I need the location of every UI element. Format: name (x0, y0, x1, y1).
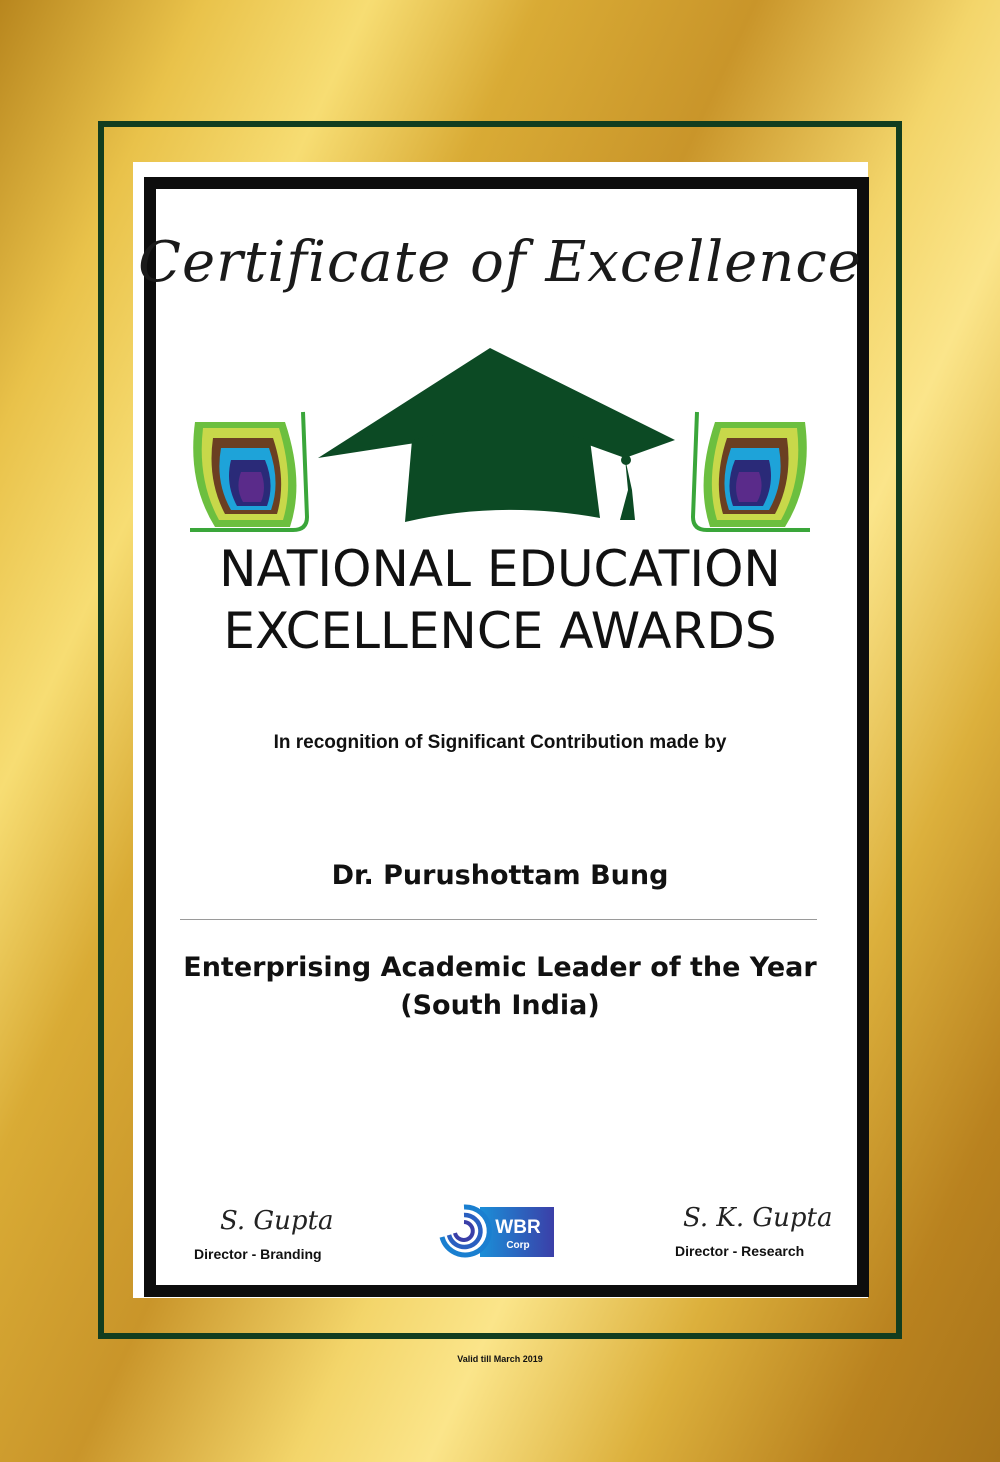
logo-brand: WBR (495, 1217, 541, 1238)
awards-title-line-1: NATIONAL EDUCATION (219, 540, 781, 598)
graduation-cap-peacock-logo (180, 340, 820, 540)
signature-right-title: Director - Research (675, 1243, 805, 1259)
recognition-text: In recognition of Significant Contribution made by (273, 732, 727, 753)
certificate-title: Certificate of Excellence (138, 230, 862, 295)
logo-sub: Corp (506, 1240, 530, 1251)
award-name-line-2: (South India) (400, 990, 600, 1021)
swirl-icon (438, 1205, 490, 1257)
peacock-feather-icon (693, 412, 810, 530)
awards-title-line-2: EXCELLENCE AWARDS (223, 602, 777, 660)
award-name-line-1: Enterprising Academic Leader of the Year (183, 952, 817, 983)
recipient-name: Dr. Purushottam Bung (331, 860, 669, 891)
wbr-corp-logo (436, 1203, 554, 1259)
divider-line (180, 919, 817, 920)
signature-right: S. K. Gupta (683, 1203, 833, 1233)
validity-text: Valid till March 2019 (457, 1354, 543, 1364)
signature-left-title: Director - Branding (194, 1246, 322, 1262)
signature-left: S. Gupta (220, 1206, 334, 1236)
peacock-feather-icon (190, 412, 307, 530)
